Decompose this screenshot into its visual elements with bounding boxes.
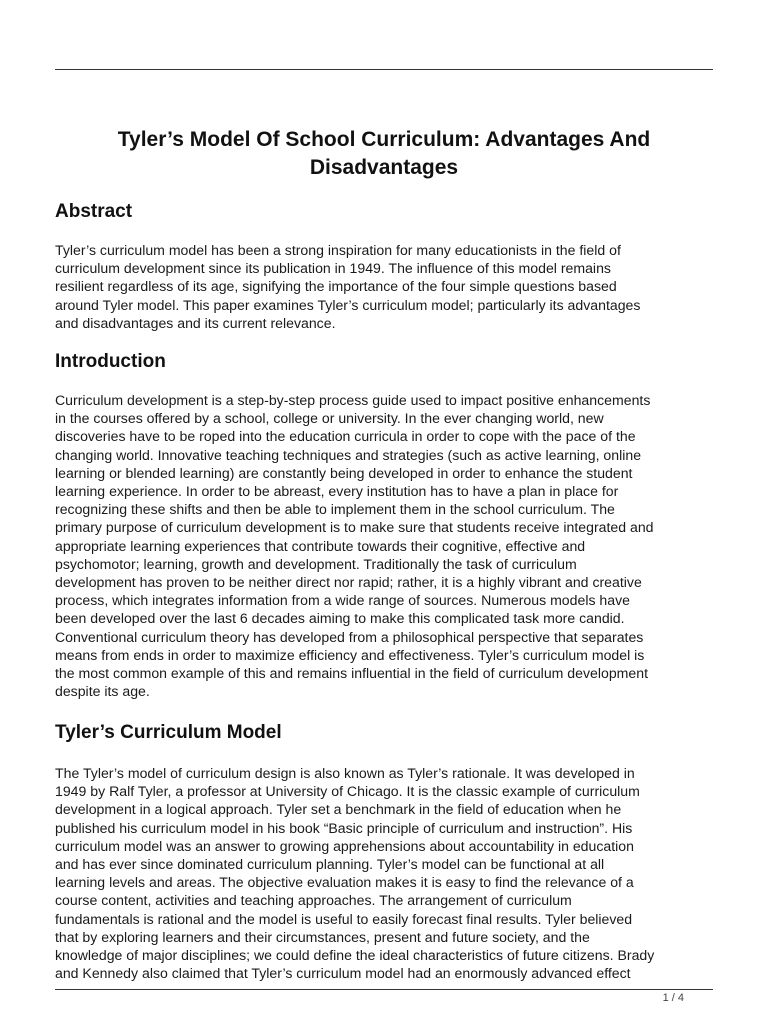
- text-line: 1949 by Ralf Tyler, a professor at University of Chicago. It is the classic example of curriculum: [55, 783, 640, 800]
- text-line: course content, activities and teaching approaches. The arrangement of curriculum: [55, 892, 572, 909]
- text-line: in the courses offered by a school, college or university. In the ever changing world, new: [55, 410, 604, 427]
- text-line: learning or blended learning) are constantly being developed in order to enhance the student: [55, 464, 633, 481]
- text-line: resilient regardless of its age, signifying the importance of the four simple questions based: [55, 278, 617, 295]
- text-line: appropriate learning experiences that contribute towards their cognitive, effective and: [55, 537, 586, 554]
- text-line: and disadvantages and its current relevance.: [55, 314, 336, 331]
- section-heading-abstract: Abstract: [55, 201, 133, 222]
- text-line: development has proven to be neither direct nor rapid; rather, it is a highly vibrant and creative: [55, 574, 642, 591]
- title-line: Disadvantages: [309, 156, 459, 179]
- text-line: been developed over the last 6 decades aiming to make this complicated task more candid.: [55, 610, 625, 627]
- text-line: the most common example of this and remains influential in the field of curriculum development: [55, 665, 649, 682]
- page-number: 1 / 4: [662, 992, 684, 1004]
- document-title: [55, 126, 713, 182]
- text-line: published his curriculum model in his book “Basic principle of curriculum and instruction”. His: [55, 819, 633, 836]
- text-line: despite its age.: [55, 683, 150, 700]
- section-heading-tylers-curriculum-model: Tyler’s Curriculum Model: [55, 722, 282, 743]
- header-divider: [55, 69, 713, 70]
- text-line: around Tyler model. This paper examines Tyler’s curriculum model; particularly its advantages: [55, 296, 641, 313]
- text-line: curriculum development since its publication in 1949. The influence of this model remains: [55, 260, 611, 277]
- text-line: primary purpose of curriculum development is to make sure that students receive integrated and: [55, 519, 654, 536]
- text-line: development in a logical approach. Tyler set a benchmark in the field of education when he: [55, 801, 622, 818]
- tylers-model-paragraph: [55, 764, 715, 982]
- text-line: changing world. Innovative teaching techniques and strategies (such as active learning, online: [55, 446, 642, 463]
- text-line: discoveries have to be roped into the education curricula in order to cope with the pace of the: [55, 428, 636, 445]
- section-heading-introduction: Introduction: [55, 351, 166, 372]
- text-line: curriculum model was an answer to growing apprehensions about accountability in education: [55, 837, 634, 854]
- text-line: that by exploring learners and their circumstances, present and future society, and the: [55, 928, 590, 945]
- text-line: and has ever since dominated curriculum planning. Tyler’s model can be functional at all: [55, 856, 605, 873]
- introduction-paragraph: [55, 391, 715, 700]
- text-line: learning levels and areas. The objective evaluation makes it is easy to find the relevance of a: [55, 874, 634, 891]
- text-line: psychomotor; learning, growth and development. Traditionally the task of curriculum: [55, 555, 577, 572]
- text-line: fundamentals is rational and the model is useful to easily forecast final results. Tyler believed: [55, 910, 633, 927]
- text-line: means from ends in order to maximize efficiency and effectiveness. Tyler’s curriculum model is: [55, 646, 645, 663]
- text-line: process, which integrates information from a wide range of sources. Numerous models have: [55, 592, 630, 609]
- text-line: recognizing these shifts and then be able to implement them in the school curriculum. The: [55, 501, 615, 518]
- abstract-paragraph: [55, 241, 715, 332]
- text-line: The Tyler’s model of curriculum design is also known as Tyler’s rationale. It was developed in: [55, 765, 635, 781]
- title-line: Tyler’s Model Of School Curriculum: Advantages And: [117, 128, 651, 151]
- text-line: knowledge of major disciplines; we could define the ideal characteristics of future citizens. Brady: [55, 947, 655, 964]
- text-line: learning experience. In order to be abreast, every institution has to have a plan in place for: [55, 483, 619, 500]
- text-line: and Kennedy also claimed that Tyler’s curriculum model had an enormously advanced effect: [55, 965, 631, 982]
- text-line: Tyler’s curriculum model has been a strong inspiration for many educationists in the field of: [55, 242, 621, 258]
- footer-divider: [55, 989, 713, 990]
- text-line: Curriculum development is a step-by-step process guide used to impact positive enhancements: [55, 392, 651, 408]
- text-line: Conventional curriculum theory has developed from a philosophical perspective that separates: [55, 628, 644, 645]
